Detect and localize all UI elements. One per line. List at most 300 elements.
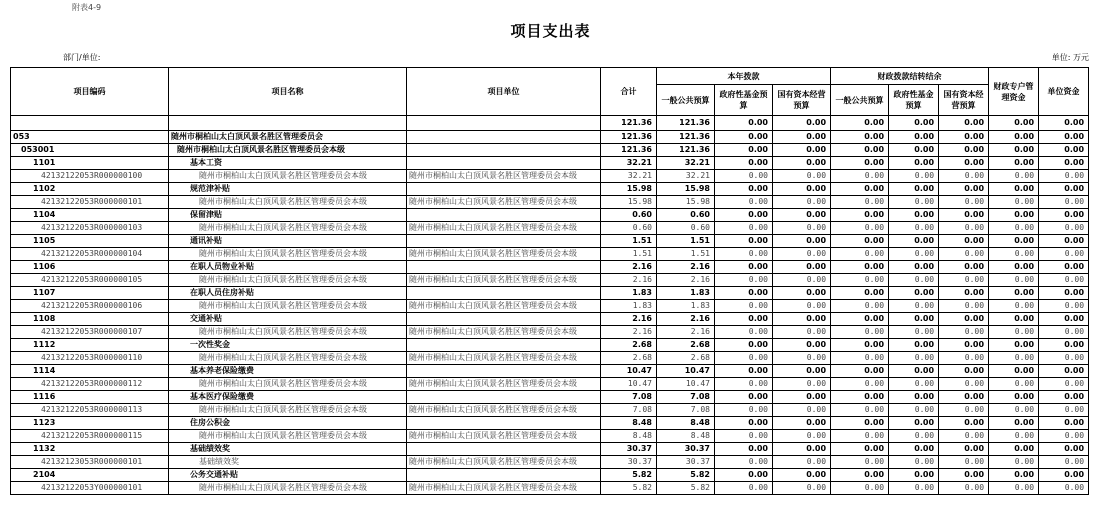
amount-cell: 0.00 — [715, 248, 773, 261]
amount-cell: 32.21 — [657, 157, 715, 170]
project-unit-cell — [407, 287, 601, 300]
amount-cell: 0.00 — [773, 365, 831, 378]
amount-cell: 0.00 — [989, 170, 1039, 183]
amount-cell: 0.00 — [1039, 456, 1089, 469]
amount-cell: 0.00 — [715, 287, 773, 300]
amount-cell: 0.00 — [939, 116, 989, 131]
project-unit-cell — [407, 209, 601, 222]
amount-cell: 0.00 — [773, 287, 831, 300]
amount-cell: 0.00 — [989, 274, 1039, 287]
project-name-cell: 随州市桐柏山太白顶风景名胜区管理委员会本级 — [169, 170, 407, 183]
amount-cell: 0.00 — [939, 365, 989, 378]
amount-cell: 0.00 — [831, 209, 889, 222]
amount-cell: 0.00 — [989, 482, 1039, 495]
amount-cell: 0.00 — [1039, 339, 1089, 352]
amount-cell: 0.60 — [657, 222, 715, 235]
amount-cell: 10.47 — [601, 378, 657, 391]
amount-cell: 15.98 — [657, 183, 715, 196]
project-name-cell: 基本养老保险缴费 — [169, 365, 407, 378]
amount-cell: 32.21 — [601, 170, 657, 183]
amount-cell: 0.00 — [715, 274, 773, 287]
amount-cell: 0.00 — [831, 365, 889, 378]
col-header-unit: 项目单位 — [407, 68, 601, 116]
amount-cell: 0.00 — [831, 170, 889, 183]
amount-cell: 0.00 — [989, 469, 1039, 482]
amount-cell: 0.00 — [939, 482, 989, 495]
amount-cell: 0.00 — [1039, 196, 1089, 209]
amount-cell: 8.48 — [601, 430, 657, 443]
amount-cell: 1.83 — [657, 287, 715, 300]
project-unit-cell — [407, 144, 601, 157]
amount-cell: 0.00 — [831, 144, 889, 157]
project-unit-cell — [407, 261, 601, 274]
table-row — [11, 209, 1089, 222]
amount-cell: 0.00 — [831, 313, 889, 326]
amount-cell: 0.00 — [715, 443, 773, 456]
project-code-cell: 1101 — [11, 157, 169, 170]
amount-cell: 0.00 — [989, 222, 1039, 235]
amount-cell: 0.00 — [773, 157, 831, 170]
amount-cell: 0.00 — [939, 261, 989, 274]
amount-cell: 0.00 — [715, 261, 773, 274]
col-header-carryover-state-capital: 国有资本经营预算 — [939, 85, 989, 116]
amount-cell: 0.00 — [831, 235, 889, 248]
amount-cell: 0.00 — [715, 482, 773, 495]
amount-cell: 121.36 — [657, 116, 715, 131]
project-unit-cell: 随州市桐柏山太白顶风景名胜区管理委员会本级 — [407, 196, 601, 209]
amount-cell: 0.00 — [831, 248, 889, 261]
col-header-unit-fund: 单位资金 — [1039, 68, 1089, 116]
amount-cell: 2.16 — [657, 274, 715, 287]
table-row — [11, 261, 1089, 274]
project-code-cell: 1102 — [11, 183, 169, 196]
amount-cell: 7.08 — [601, 391, 657, 404]
amount-cell: 0.00 — [889, 430, 939, 443]
amount-cell: 0.00 — [1039, 144, 1089, 157]
amount-cell: 0.00 — [1039, 443, 1089, 456]
amount-cell: 0.00 — [939, 157, 989, 170]
amount-cell: 0.00 — [773, 261, 831, 274]
amount-cell: 0.00 — [939, 274, 989, 287]
col-header-special-fund: 财政专户管理资金 — [989, 68, 1039, 116]
amount-cell: 0.00 — [715, 300, 773, 313]
col-header-carryover-gov-fund: 政府性基金预算 — [889, 85, 939, 116]
amount-cell: 0.00 — [939, 443, 989, 456]
amount-cell: 0.00 — [773, 313, 831, 326]
amount-cell: 0.00 — [939, 170, 989, 183]
project-unit-cell: 随州市桐柏山太白顶风景名胜区管理委员会本级 — [407, 326, 601, 339]
amount-cell: 121.36 — [657, 144, 715, 157]
amount-cell: 2.16 — [657, 326, 715, 339]
amount-cell: 0.00 — [773, 417, 831, 430]
table-row — [11, 131, 1089, 144]
project-unit-cell: 随州市桐柏山太白顶风景名胜区管理委员会本级 — [407, 430, 601, 443]
project-code-cell: 1105 — [11, 235, 169, 248]
amount-cell: 30.37 — [657, 456, 715, 469]
amount-cell: 0.00 — [1039, 170, 1089, 183]
table-row — [11, 222, 1089, 235]
table-row — [11, 248, 1089, 261]
amount-cell: 0.00 — [1039, 261, 1089, 274]
amount-cell: 2.16 — [601, 313, 657, 326]
col-group-current-year: 本年拨款 — [657, 68, 831, 85]
amount-cell: 0.00 — [889, 131, 939, 144]
amount-cell: 0.00 — [989, 352, 1039, 365]
project-unit-cell: 随州市桐柏山太白顶风景名胜区管理委员会本级 — [407, 404, 601, 417]
amount-cell: 0.00 — [889, 209, 939, 222]
project-unit-cell — [407, 313, 601, 326]
project-name-cell: 住房公积金 — [169, 417, 407, 430]
amount-cell: 0.00 — [831, 261, 889, 274]
amount-cell: 0.00 — [939, 378, 989, 391]
project-unit-cell — [407, 391, 601, 404]
amount-cell: 0.00 — [715, 222, 773, 235]
amount-cell: 0.00 — [989, 248, 1039, 261]
amount-cell: 2.68 — [657, 339, 715, 352]
table-row — [11, 404, 1089, 417]
amount-cell: 0.00 — [939, 183, 989, 196]
table-row — [11, 183, 1089, 196]
amount-cell: 0.00 — [889, 482, 939, 495]
project-code-cell: 42132123053R000000101 — [11, 456, 169, 469]
amount-cell: 0.00 — [889, 222, 939, 235]
amount-cell: 0.00 — [889, 469, 939, 482]
amount-cell: 32.21 — [657, 170, 715, 183]
amount-cell: 0.00 — [889, 248, 939, 261]
amount-cell: 0.00 — [773, 274, 831, 287]
project-code-cell: 42132122053R000000115 — [11, 430, 169, 443]
project-unit-cell — [407, 339, 601, 352]
amount-cell: 15.98 — [601, 196, 657, 209]
table-row — [11, 456, 1089, 469]
amount-cell: 0.00 — [989, 378, 1039, 391]
amount-cell: 0.00 — [1039, 326, 1089, 339]
amount-cell: 121.36 — [657, 131, 715, 144]
amount-cell: 0.00 — [1039, 209, 1089, 222]
project-name-cell: 随州市桐柏山太白顶风景名胜区管理委员会本级 — [169, 430, 407, 443]
amount-cell: 0.00 — [889, 235, 939, 248]
amount-cell: 0.00 — [773, 131, 831, 144]
amount-cell: 0.00 — [831, 352, 889, 365]
amount-cell: 0.00 — [939, 248, 989, 261]
col-header-gov-fund: 政府性基金预算 — [715, 85, 773, 116]
amount-cell: 0.00 — [773, 378, 831, 391]
table-row — [11, 235, 1089, 248]
project-code-cell: 42132122053R000000107 — [11, 326, 169, 339]
amount-cell: 2.16 — [601, 326, 657, 339]
project-code-cell: 42132122053R000000101 — [11, 196, 169, 209]
project-code-cell: 42132122053Y000000101 — [11, 482, 169, 495]
amount-cell: 0.60 — [601, 222, 657, 235]
amount-cell: 0.00 — [1039, 274, 1089, 287]
amount-cell: 0.00 — [939, 352, 989, 365]
project-code-cell: 1108 — [11, 313, 169, 326]
amount-cell: 0.00 — [939, 235, 989, 248]
project-unit-cell — [407, 131, 601, 144]
amount-cell: 0.00 — [831, 391, 889, 404]
amount-cell: 0.00 — [773, 443, 831, 456]
amount-cell: 0.00 — [989, 391, 1039, 404]
amount-cell: 5.82 — [657, 482, 715, 495]
amount-cell: 0.00 — [715, 352, 773, 365]
project-name-cell: 随州市桐柏山太白顶风景名胜区管理委员会本级 — [169, 378, 407, 391]
project-code-cell: 1112 — [11, 339, 169, 352]
amount-cell: 0.00 — [939, 417, 989, 430]
amount-cell: 0.00 — [831, 326, 889, 339]
project-code-cell: 42132122053R000000106 — [11, 300, 169, 313]
amount-cell: 0.00 — [831, 222, 889, 235]
table-row — [11, 300, 1089, 313]
project-code-cell: 1114 — [11, 365, 169, 378]
col-header-general-budget: 一般公共预算 — [657, 85, 715, 116]
amount-cell: 0.00 — [889, 456, 939, 469]
project-name-cell: 随州市桐柏山太白顶风景名胜区管理委员会本级 — [169, 274, 407, 287]
project-name-cell: 公务交通补贴 — [169, 469, 407, 482]
table-row — [11, 430, 1089, 443]
amount-cell: 0.00 — [939, 430, 989, 443]
amount-cell: 0.00 — [831, 131, 889, 144]
amount-cell: 0.00 — [989, 131, 1039, 144]
project-code-cell: 1132 — [11, 443, 169, 456]
amount-cell: 0.00 — [831, 274, 889, 287]
project-code-cell: 053 — [11, 131, 169, 144]
amount-cell: 0.00 — [773, 209, 831, 222]
amount-cell: 8.48 — [657, 430, 715, 443]
table-row — [11, 378, 1089, 391]
amount-cell: 0.00 — [715, 378, 773, 391]
table-row — [11, 313, 1089, 326]
amount-cell: 0.00 — [773, 482, 831, 495]
project-name-cell: 随州市桐柏山太白顶风景名胜区管理委员会本级 — [169, 352, 407, 365]
amount-cell: 10.47 — [657, 365, 715, 378]
amount-cell: 0.00 — [889, 287, 939, 300]
header-row-1 — [11, 68, 1089, 85]
table-row — [11, 157, 1089, 170]
project-unit-cell — [407, 116, 601, 131]
amount-cell: 0.00 — [831, 404, 889, 417]
amount-cell: 0.00 — [939, 222, 989, 235]
amount-cell: 0.00 — [989, 261, 1039, 274]
amount-cell: 15.98 — [601, 183, 657, 196]
project-expenditure-table — [10, 67, 1089, 495]
amount-cell: 8.48 — [657, 417, 715, 430]
table-row — [11, 116, 1089, 131]
col-header-state-capital: 国有资本经营预算 — [773, 85, 831, 116]
amount-cell: 2.68 — [601, 352, 657, 365]
amount-cell: 0.00 — [889, 378, 939, 391]
project-unit-cell: 随州市桐柏山太白顶风景名胜区管理委员会本级 — [407, 456, 601, 469]
col-header-name: 项目名称 — [169, 68, 407, 116]
amount-cell: 0.00 — [989, 404, 1039, 417]
amount-cell: 0.00 — [1039, 131, 1089, 144]
amount-cell: 0.00 — [889, 391, 939, 404]
amount-cell: 0.00 — [889, 313, 939, 326]
amount-cell: 0.00 — [831, 183, 889, 196]
amount-cell: 0.00 — [715, 339, 773, 352]
amount-cell: 0.00 — [715, 116, 773, 131]
project-name-cell: 随州市桐柏山太白顶风景名胜区管理委员会本级 — [169, 222, 407, 235]
project-name-cell: 随州市桐柏山太白顶风景名胜区管理委员会本级 — [169, 482, 407, 495]
amount-cell: 0.00 — [989, 183, 1039, 196]
project-name-cell: 通讯补贴 — [169, 235, 407, 248]
amount-cell: 7.08 — [657, 391, 715, 404]
amount-cell: 0.00 — [1039, 430, 1089, 443]
project-code-cell: 42132122053R000000103 — [11, 222, 169, 235]
project-code-cell: 42132122053R000000112 — [11, 378, 169, 391]
amount-cell: 0.00 — [1039, 352, 1089, 365]
amount-cell: 2.68 — [601, 339, 657, 352]
amount-cell: 32.21 — [601, 157, 657, 170]
amount-cell: 121.36 — [601, 144, 657, 157]
col-header-code: 项目编码 — [11, 68, 169, 116]
amount-cell: 0.00 — [989, 235, 1039, 248]
amount-cell: 0.00 — [889, 116, 939, 131]
table-row — [11, 339, 1089, 352]
amount-cell: 0.00 — [989, 300, 1039, 313]
amount-cell: 0.00 — [1039, 183, 1089, 196]
amount-cell: 0.00 — [939, 326, 989, 339]
amount-cell: 0.00 — [715, 144, 773, 157]
amount-cell: 0.00 — [831, 482, 889, 495]
amount-cell: 0.00 — [831, 116, 889, 131]
amount-cell: 0.00 — [773, 196, 831, 209]
amount-cell: 0.00 — [715, 157, 773, 170]
amount-cell: 0.00 — [773, 326, 831, 339]
amount-cell: 0.00 — [989, 313, 1039, 326]
amount-cell: 0.00 — [989, 209, 1039, 222]
project-name-cell: 随州市桐柏山太白顶风景名胜区管理委员会 — [169, 131, 407, 144]
project-name-cell: 在职人员物业补贴 — [169, 261, 407, 274]
amount-cell: 0.00 — [773, 170, 831, 183]
project-unit-cell: 随州市桐柏山太白顶风景名胜区管理委员会本级 — [407, 274, 601, 287]
amount-cell: 0.00 — [889, 196, 939, 209]
amount-cell: 0.00 — [939, 131, 989, 144]
table-row — [11, 391, 1089, 404]
amount-cell: 0.00 — [773, 222, 831, 235]
table-row — [11, 274, 1089, 287]
project-code-cell: 42132122053R000000104 — [11, 248, 169, 261]
amount-cell: 0.00 — [715, 235, 773, 248]
amount-cell: 0.00 — [1039, 482, 1089, 495]
amount-cell: 0.00 — [715, 430, 773, 443]
amount-cell: 0.00 — [889, 339, 939, 352]
amount-cell: 0.00 — [831, 339, 889, 352]
amount-cell: 0.00 — [715, 313, 773, 326]
amount-cell: 0.00 — [831, 417, 889, 430]
amount-cell: 1.51 — [657, 235, 715, 248]
table-row — [11, 170, 1089, 183]
table-row — [11, 417, 1089, 430]
amount-cell: 0.00 — [889, 300, 939, 313]
amount-cell: 0.00 — [773, 339, 831, 352]
amount-cell: 5.82 — [601, 482, 657, 495]
amount-cell: 0.00 — [889, 326, 939, 339]
project-unit-cell — [407, 469, 601, 482]
col-header-total: 合计 — [601, 68, 657, 116]
page-title: 项目支出表 — [510, 22, 591, 40]
project-code-cell: 2104 — [11, 469, 169, 482]
amount-cell: 0.00 — [715, 404, 773, 417]
amount-cell: 0.00 — [1039, 157, 1089, 170]
amount-cell: 0.00 — [889, 261, 939, 274]
project-code-cell: 42132122053R000000100 — [11, 170, 169, 183]
project-unit-cell: 随州市桐柏山太白顶风景名胜区管理委员会本级 — [407, 482, 601, 495]
project-name-cell — [169, 116, 407, 131]
amount-cell: 0.00 — [715, 209, 773, 222]
amount-cell: 0.00 — [989, 287, 1039, 300]
project-name-cell: 交通补贴 — [169, 313, 407, 326]
amount-cell: 0.00 — [773, 183, 831, 196]
project-unit-cell: 随州市桐柏山太白顶风景名胜区管理委员会本级 — [407, 170, 601, 183]
amount-cell: 0.60 — [601, 209, 657, 222]
amount-cell: 0.00 — [715, 326, 773, 339]
amount-cell: 0.00 — [831, 287, 889, 300]
col-header-carryover-general: 一般公共预算 — [831, 85, 889, 116]
table-row — [11, 443, 1089, 456]
amount-cell: 0.00 — [989, 196, 1039, 209]
amount-cell: 0.00 — [715, 131, 773, 144]
amount-cell: 0.00 — [773, 404, 831, 417]
amount-cell: 0.00 — [989, 157, 1039, 170]
amount-cell: 0.00 — [989, 365, 1039, 378]
project-name-cell: 随州市桐柏山太白顶风景名胜区管理委员会本级 — [169, 248, 407, 261]
amount-cell: 0.00 — [889, 144, 939, 157]
unit-label: 单位: 万元 — [1051, 53, 1089, 62]
project-name-cell: 基本医疗保险缴费 — [169, 391, 407, 404]
project-name-cell: 在职人员住房补贴 — [169, 287, 407, 300]
table-body — [11, 116, 1089, 495]
amount-cell: 0.00 — [1039, 391, 1089, 404]
amount-cell: 2.16 — [601, 261, 657, 274]
project-unit-cell — [407, 417, 601, 430]
amount-cell: 0.00 — [773, 235, 831, 248]
amount-cell: 0.00 — [989, 417, 1039, 430]
amount-cell: 0.00 — [715, 469, 773, 482]
amount-cell: 0.00 — [715, 170, 773, 183]
table-row — [11, 469, 1089, 482]
amount-cell: 0.00 — [773, 352, 831, 365]
amount-cell: 10.47 — [601, 365, 657, 378]
project-name-cell: 随州市桐柏山太白顶风景名胜区管理委员会本级 — [169, 196, 407, 209]
amount-cell: 0.00 — [1039, 313, 1089, 326]
amount-cell: 0.00 — [939, 391, 989, 404]
amount-cell: 0.00 — [1039, 469, 1089, 482]
project-code-cell: 053001 — [11, 144, 169, 157]
amount-cell: 0.00 — [939, 404, 989, 417]
amount-cell: 0.00 — [715, 183, 773, 196]
amount-cell: 0.00 — [831, 430, 889, 443]
amount-cell: 0.00 — [889, 352, 939, 365]
amount-cell: 1.51 — [601, 235, 657, 248]
amount-cell: 121.36 — [601, 116, 657, 131]
amount-cell: 0.00 — [773, 248, 831, 261]
project-code-cell: 1107 — [11, 287, 169, 300]
project-name-cell: 规范津补贴 — [169, 183, 407, 196]
project-code-cell: 42132122053R000000113 — [11, 404, 169, 417]
project-unit-cell — [407, 443, 601, 456]
amount-cell: 0.00 — [773, 391, 831, 404]
project-name-cell: 保留津贴 — [169, 209, 407, 222]
amount-cell: 30.37 — [601, 456, 657, 469]
amount-cell: 1.83 — [657, 300, 715, 313]
amount-cell: 0.00 — [1039, 378, 1089, 391]
amount-cell: 0.00 — [889, 183, 939, 196]
amount-cell: 121.36 — [601, 131, 657, 144]
amount-cell: 0.00 — [1039, 404, 1089, 417]
amount-cell: 0.00 — [715, 417, 773, 430]
amount-cell: 0.00 — [831, 300, 889, 313]
amount-cell: 0.00 — [989, 456, 1039, 469]
